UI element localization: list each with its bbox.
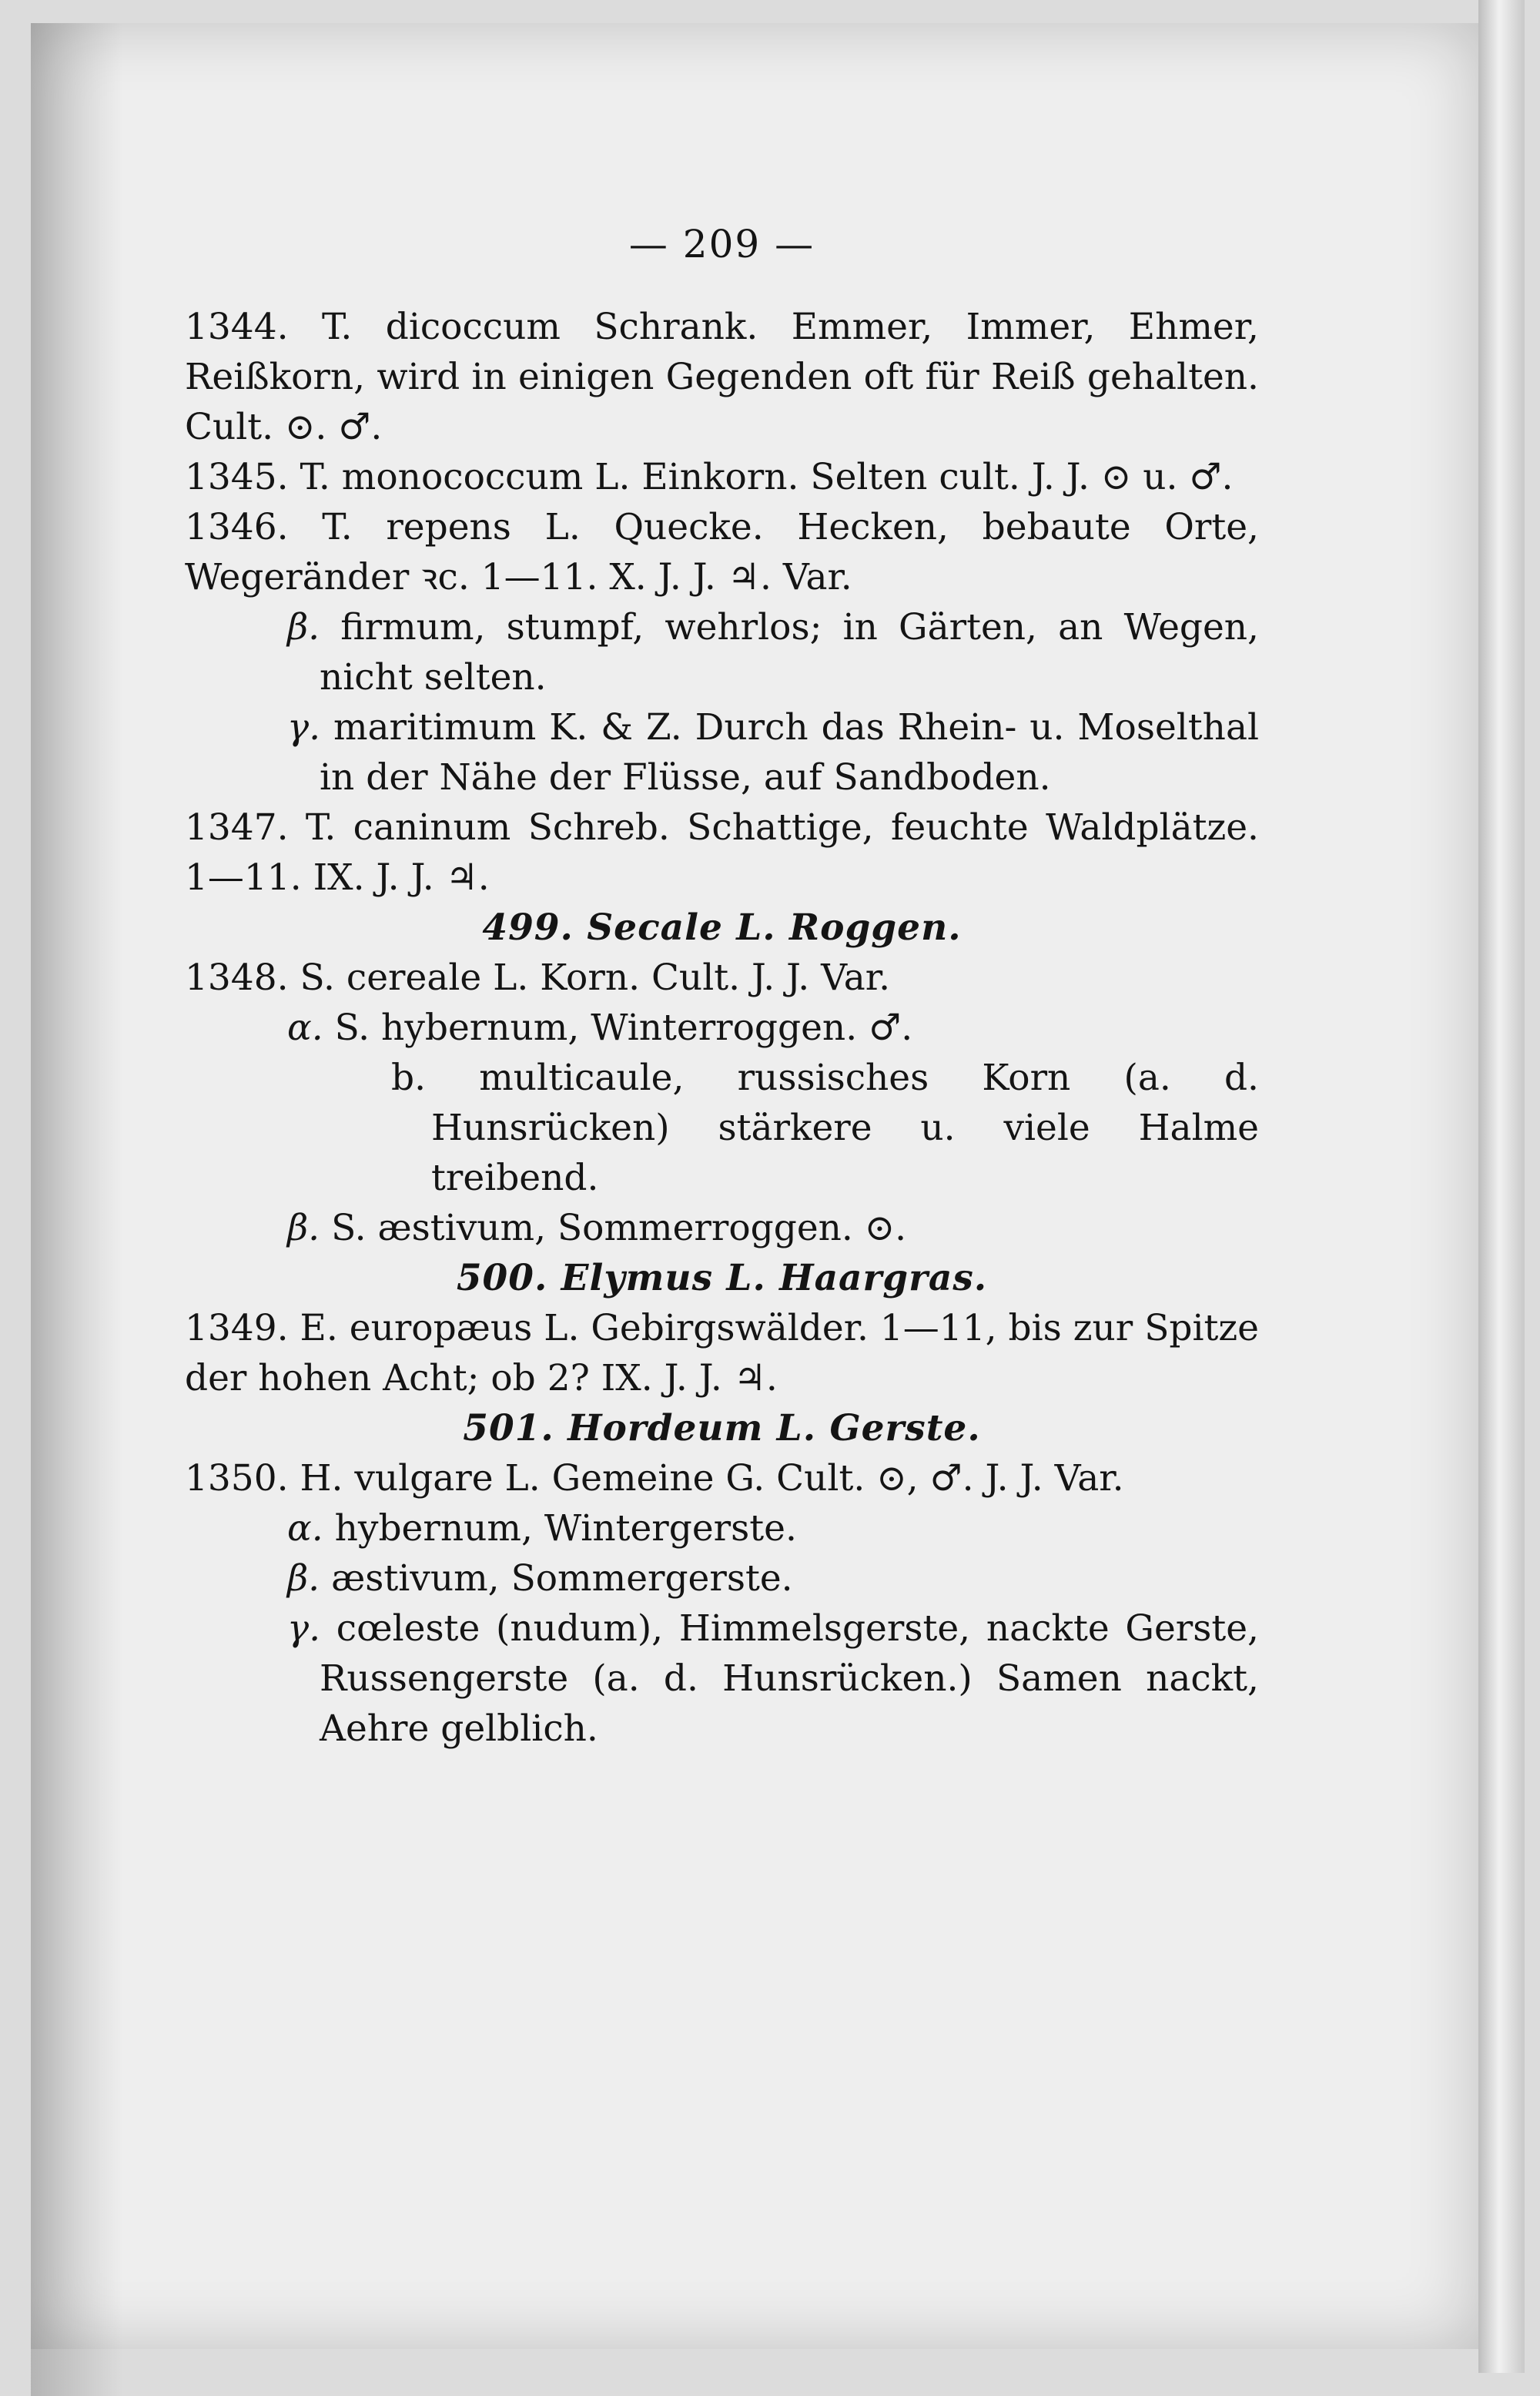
variant-1350-gamma	[185, 1603, 1259, 1754]
variant-text: maritimum K. & Z. Durch das Rhein- u. Moselthal in der Nähe der Flüsse, auf Sandboden.	[320, 706, 1259, 799]
page-number: — 209 —	[628, 222, 815, 266]
genus-heading-elymus: 500. Elymus L. Haargras.	[456, 1257, 988, 1299]
book-page	[31, 23, 1478, 2349]
variant-1346-beta	[185, 602, 1259, 702]
variant-1348-beta	[185, 1203, 1259, 1253]
entry-1348: 1348. S. cereale L. Korn. Cult. J. J. Var.	[185, 957, 891, 999]
variant-1348-alpha	[185, 1003, 1259, 1053]
variant-text: cœleste (nudum), Himmelsgerste, nackte Gerste, Russengerste (a. d. Hunsrücken.) Samen nackt, Aehre gelblich.	[320, 1607, 1259, 1750]
variant-text: æstivum, Sommergerste.	[331, 1557, 793, 1600]
variant-1346-gamma	[185, 702, 1259, 803]
variant-text: S. hybernum, Winterroggen. ♂.	[334, 1007, 913, 1049]
variant-1350-beta	[185, 1553, 1259, 1603]
variant-mark: b.	[391, 1057, 427, 1099]
genus-heading-secale: 499. Secale L. Roggen.	[482, 906, 962, 949]
variant-mark: β.	[287, 606, 320, 648]
variant-1350-alpha	[185, 1503, 1259, 1553]
entry-1344: 1344. T. dicoccum Schrank. Emmer, Immer, Ehmer, Reißkorn, wird in einigen Gegenden oft für Reiß gehalten. Cult. ⊙. ♂.	[185, 306, 1259, 448]
variant-mark: γ.	[287, 706, 321, 749]
entry-1345: 1345. T. monococcum L. Einkorn. Selten cult. J. J. ⊙ u. ♂.	[185, 456, 1234, 498]
variant-mark: β.	[287, 1557, 320, 1600]
variant-text: hybernum, Wintergerste.	[334, 1507, 797, 1550]
entry-1347: 1347. T. caninum Schreb. Schattige, feuchte Waldplätze. 1—11. IX. J. J. ♃.	[185, 806, 1259, 899]
variant-mark: α.	[287, 1007, 323, 1049]
entry-1350: 1350. H. vulgare L. Gemeine G. Cult. ⊙, ♂. J. J. Var.	[185, 1457, 1124, 1500]
variant-text: multicaule, russisches Korn (a. d. Hunsrücken) stärkere u. viele Halme treibend.	[431, 1057, 1259, 1199]
variant-text: firmum, stumpf, wehrlos; in Gärten, an Wegen, nicht selten.	[320, 606, 1259, 699]
genus-heading-hordeum: 501. Hordeum L. Gerste.	[463, 1407, 981, 1449]
page-text-column	[185, 219, 1259, 1754]
variant-text: S. æstivum, Sommerroggen. ⊙.	[331, 1207, 907, 1249]
variant-1348-b	[185, 1053, 1259, 1203]
page-fold-shadow	[31, 23, 123, 2396]
variant-mark: γ.	[287, 1607, 321, 1650]
entry-1349: 1349. E. europæus L. Gebirgswälder. 1—11, bis zur Spitze der hohen Acht; ob 2? IX. J. J. ♃.	[185, 1307, 1259, 1399]
variant-mark: α.	[287, 1507, 323, 1550]
book-edge	[1478, 0, 1525, 2373]
variant-mark: β.	[287, 1207, 320, 1249]
entry-1346: 1346. T. repens L. Quecke. Hecken, bebaute Orte, Wegeränder ꝛc. 1—11. X. J. J. ♃. Var.	[185, 506, 1259, 598]
